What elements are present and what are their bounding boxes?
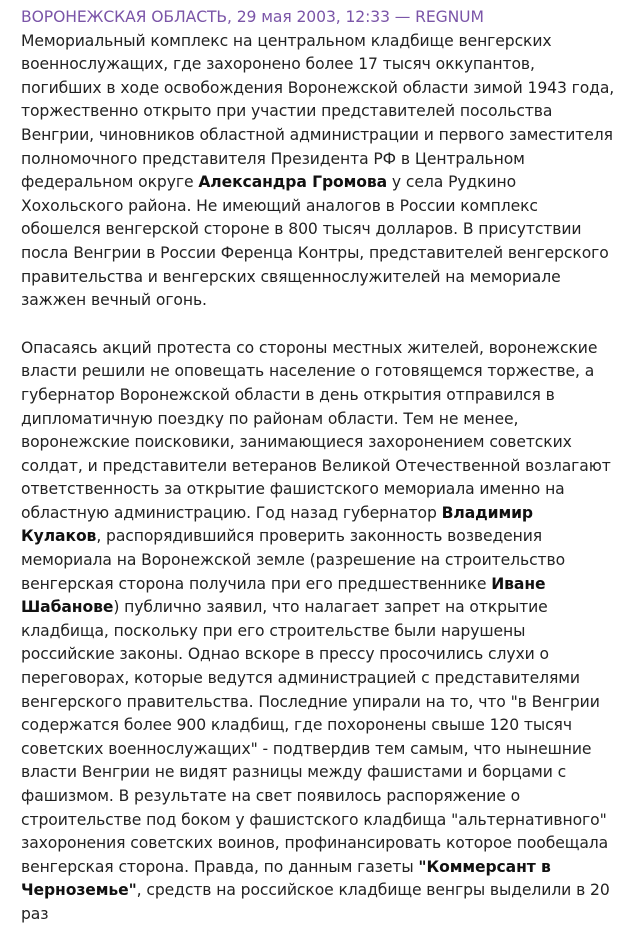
newspaper-name: "Коммерсант в Черноземье" [21, 857, 551, 900]
paragraph-1 [21, 6, 618, 313]
paragraph-1-text-2: у села Рудкино Хохольского района. Не имеющий аналогов в России комплекс обошелся венгерской стороне в 800 тысяч долларов. В присутствии посла Венгрии в России Ференца Контры, представителей венгерского правительства и венгерских священнослужителей на мемориале зажжен вечный огонь. [21, 173, 609, 310]
paragraph-2-text-3: ) публично заявил, что налагает запрет на открытие кладбища, поскольку при его строительстве были нарушены российские законы. Однао вскоре в прессу просочились слухи о переговорах, которые ведутся администрацией с представителями венгерского правительства. Последние упирали на то, что "в Венгрии содержатся более 900 кладбищ, где похоронены свыше 120 тысяч советских военнослужащих" - подтвердив тем самым, что нынешние власти Венгрии не видят разницы между фашистами и борцами с фашизмом. В результате на свет появилось распоряжение о строительстве под боком у фашистского кладбища "альтернативного" захоронения советских воинов, профинансировать которое пообещала венгерская сторона. Правда, по данным газеты [21, 598, 609, 876]
dateline: ВОРОНЕЖСКАЯ ОБЛАСТЬ, 29 мая 2003, 12:33 — REGNUM [21, 8, 484, 26]
paragraph-2-text-2: , распорядившийся проверить законность возведения мемориала на Воронежской земле (разрешение на строительство венгерская сторона получила при его предшественнике [21, 527, 566, 593]
paragraph-2-text-1: Опасаясь акций протеста со стороны местных жителей, воронежские власти решили не оповещать население о готовящемся торжестве, а губернатор Воронежской области в день открытия отправился в дипломатичную поездку по районам области. Тем не менее, воронежские поисковики, занимающиеся захоронением советских солдат, и представители ветеранов Великой Отечественной возлагают ответственность за открытие фашистского мемориала именно на областную администрацию. Год назад губернатор [21, 338, 611, 522]
paragraph-2-text-4: , средств на российское кладбище венгры выделили в 20 раз [21, 881, 610, 923]
person-name-kulakov: Владимир Кулаков [21, 503, 533, 546]
paragraph-1-text-1: Мемориальный комплекс на центральном кладбище венгерских военнослужащих, где захоронено более 17 тысяч оккупантов, погибших в ходе освобождения Воронежской области зимой 1943 года, торжественно открыто при участии представителей посольства Венгрии, чиновников областной администрации и первого заместителя полномочного представителя Президента РФ в Центральном федеральном округе [21, 31, 615, 192]
person-name-gromov: Александра Громова [198, 173, 388, 192]
paragraph-2 [21, 337, 618, 927]
person-name-shabanov: Иване Шабанове [21, 574, 546, 617]
